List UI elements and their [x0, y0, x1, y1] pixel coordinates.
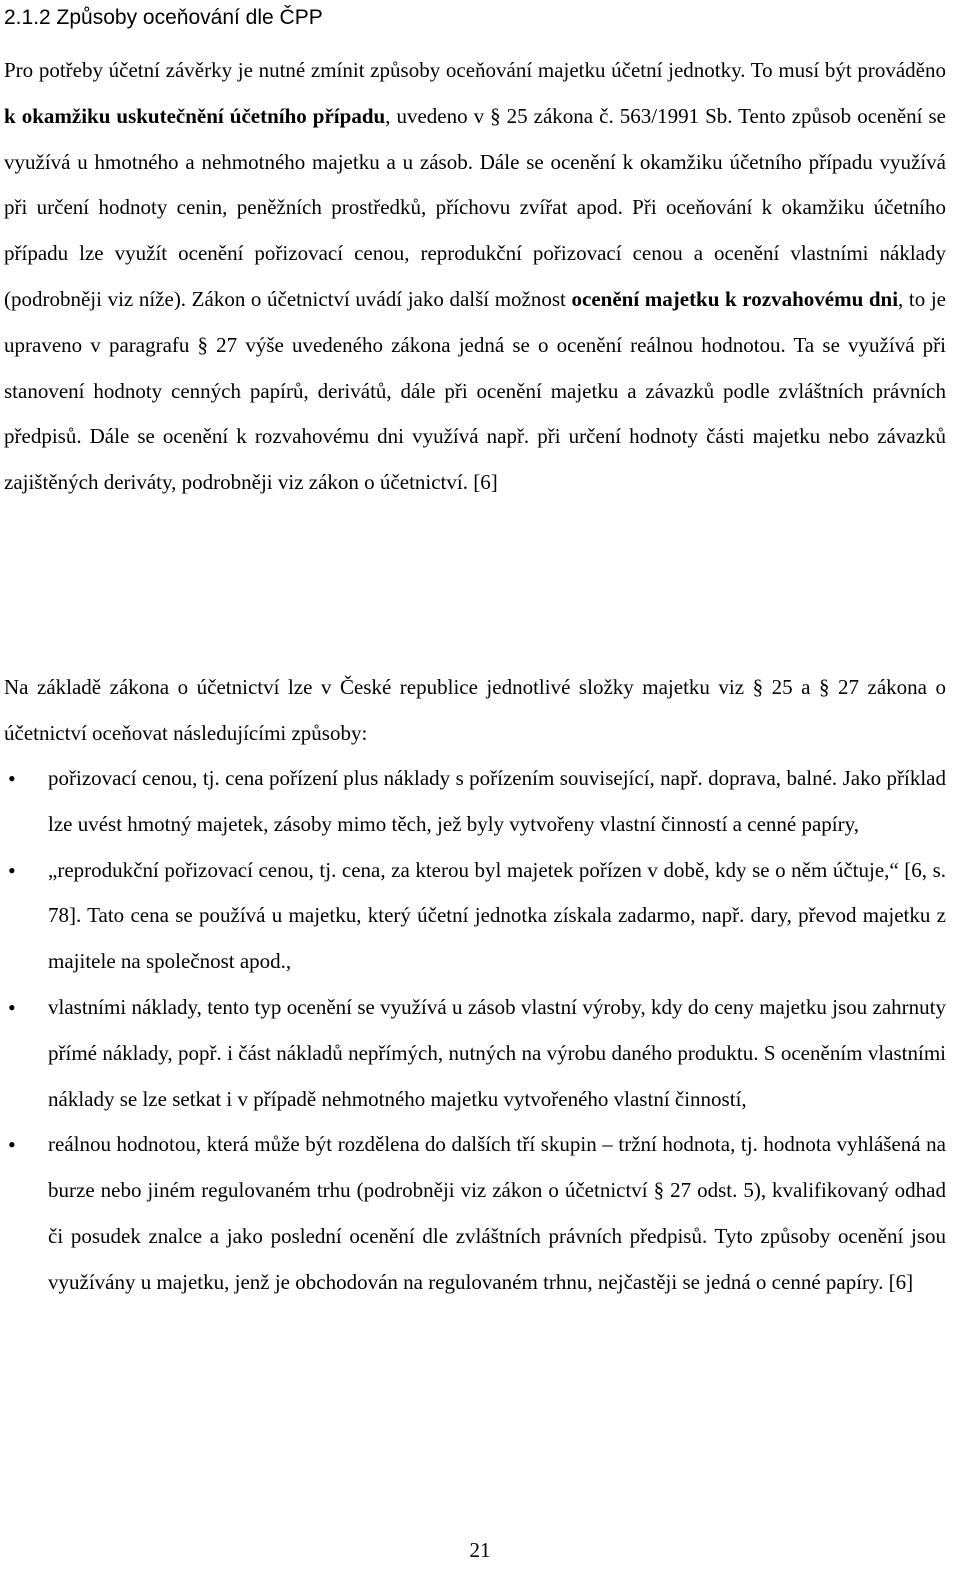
list-item-text: vlastními náklady, tento typ ocenění se využívá u zásob vlastní výroby, kdy do ceny majetku jsou zahrnuty přímé náklady, popř. i část nákladů nepřímých, nutných na výrobu daného produktu. S oceněním vlastními náklady se lze setkat i v případě nehmotného majetku vytvořeného vlastní činností,	[48, 994, 946, 1111]
list-item	[0, 848, 946, 985]
list-item-text: reálnou hodnotou, která může být rozdělena do dalších tří skupin – tržní hodnota, tj. hodnota vyhlášená na burze nebo jiném regulovaném trhu (podrobněji viz zákon o účetnictví § 27 odst. 5), kvalifikovaný odhad či posudek znalce a jako poslední ocenění dle zvláštních právních předpisů. Tyto způsoby ocenění jsou využívány u majetku, jenž je obchodován na regulovaném trhnu, nejčastěji se jedná o cenné papíry. [6]	[48, 1132, 946, 1294]
page-number: 21	[469, 1538, 491, 1562]
list-item	[0, 1122, 946, 1305]
valuation-methods-list	[0, 756, 946, 1306]
bold-term: ocenění majetku k rozvahovému dni	[571, 286, 899, 311]
paragraph-valuation-moments	[4, 48, 946, 506]
paragraph-text: , to je upraveno v paragrafu § 27 výše uvedeného zákona jedná se o ocenění reálnou hodnotou. Ta se využívá při stanovení hodnoty cenných papírů, derivátů, dále při ocenění majetku a závazků podle zvláštních právních předpisů. Dále se ocenění k rozvahovému dni využívá např. při určení hodnoty části majetku nebo závazků zajištěných deriváty, podrobněji viz zákon o účetnictví. [6]	[4, 286, 946, 495]
section-heading: 2.1.2 Způsoby oceňování dle ČPP	[4, 6, 323, 29]
paragraph-valuation-methods-intro: Na základě zákona o účetnictví lze v České republice jednotlivé složky majetku viz § 25 a § 27 zákona o účetnictví oceňovat následujícími způsoby:	[4, 675, 946, 745]
list-item-text: „reprodukční pořizovací cenou, tj. cena, za kterou byl majetek pořízen v době, kdy se o něm účtuje,“ [6, s. 78]. Tato cena se používá u majetku, který účetní jednotka získala zadarmo, např. dary, převod majetku z majitele na společnost apod.,	[48, 857, 946, 974]
bold-term: k okamžiku uskutečnění účetního případu	[4, 103, 386, 128]
bullet-icon: •	[8, 857, 16, 883]
list-item	[0, 985, 946, 1122]
paragraph-text: , uvedeno v § 25 zákona č. 563/1991 Sb. Tento způsob ocenění se využívá u hmotného a nehmotného majetku a u zásob. Dále se ocenění k okamžiku účetního případu využívá při určení hodnoty cenin, peněžních prostředků, příchovu zvířat apod. Při oceňování k okamžiku účetního případu lze využít ocenění pořizovací cenou, reprodukční pořizovací cenou a ocenění vlastními náklady (podrobněji viz níže). Zákon o účetnictví uvádí jako další možnost	[4, 103, 947, 311]
bullet-icon: •	[8, 1132, 16, 1158]
paragraph-text: Pro potřeby účetní závěrky je nutné zmínit způsoby oceňování majetku účetní jednotky. To musí být prováděno	[4, 58, 946, 82]
bullet-icon: •	[8, 994, 16, 1020]
list-item-text: pořizovací cenou, tj. cena pořízení plus náklady s pořízením související, např. doprava, balné. Jako příklad lze uvést hmotný majetek, zásoby mimo těch, jež byly vytvořeny vlastní činností a cenné papíry,	[48, 766, 946, 836]
bullet-icon: •	[8, 766, 16, 791]
list-item	[0, 756, 946, 848]
